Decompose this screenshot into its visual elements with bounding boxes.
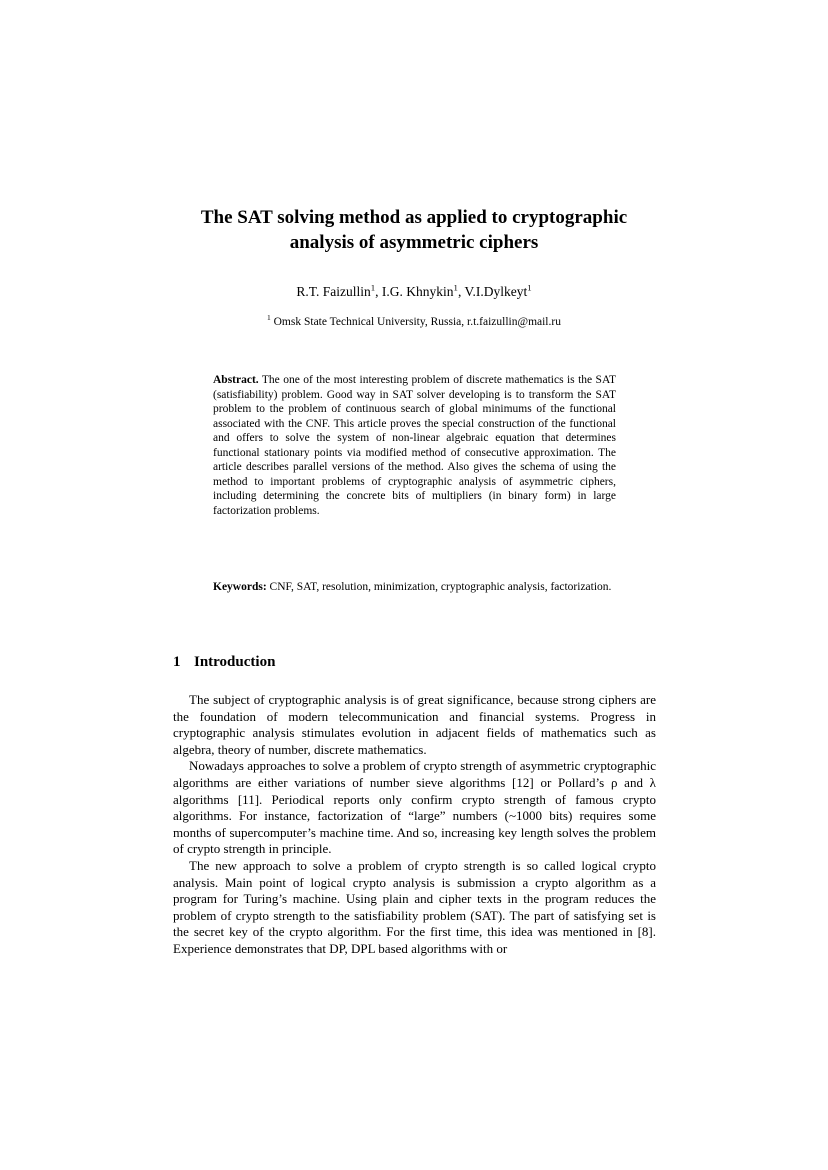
- title-line-1: The SAT solving method as applied to cryptographic: [200, 207, 628, 228]
- paper-title: [150, 205, 678, 255]
- abstract-label: Abstract.: [213, 374, 259, 386]
- author-affiliation-mark: 1: [370, 282, 376, 293]
- keywords-label: Keywords:: [213, 581, 267, 593]
- affiliation-text: Omsk State Technical University, Russia, r.t.faizullin@mail.ru: [270, 316, 561, 328]
- body-paragraph: Nowadays approaches to solve a problem of crypto strength of asymmetric cryptographic algorithms are either variations of number sieve algorithms [12] or Pollard’s ρ and λ algorithms [11]. Periodical reports only confirm crypto strength of famous crypto algorithms. For instance, factorization of “large” numbers (~1000 bits) requires some months of supercomputer’s machine time. And so, increasing key length solves the problem of crypto strength in principle.: [173, 758, 656, 857]
- section-heading: [173, 654, 275, 671]
- section-title: Introduction: [194, 654, 276, 670]
- abstract-text: The one of the most interesting problem of discrete mathematics is the SAT (satisfiability) problem. Good way in SAT solver developing is to transform the SAT problem to the problem of continuous search of global minimums of the functional associated with the CNF. This article proves the special construction of the functional and offers to solve the system of non-linear algebraic equation that determines functional stationary points via modified method of consecutive approximation. The article describes parallel versions of the method. Also gives the schema of using the method to important problems of cryptographic analysis of asymmetric ciphers, including determining the concrete bits of multipliers (in binary form) in large factorization problems.: [213, 374, 616, 517]
- author-affiliation-mark: 1: [453, 282, 458, 293]
- section-number: 1: [173, 654, 181, 670]
- abstract-block: [213, 373, 616, 518]
- author-list: [0, 284, 828, 300]
- keywords-block: [213, 580, 616, 595]
- author-separator: ,: [457, 284, 465, 299]
- section-body: [173, 692, 656, 958]
- author-name: R.T. Faizullin: [296, 284, 371, 299]
- keywords-text: CNF, SAT, resolution, minimization, cryptographic analysis, factorization.: [266, 581, 612, 593]
- affiliation-mark: 1: [267, 313, 271, 323]
- title-line-2: analysis of asymmetric ciphers: [289, 232, 539, 253]
- affiliation: [0, 313, 828, 328]
- author-separator: ,: [375, 284, 382, 299]
- body-paragraph: The new approach to solve a problem of crypto strength is so called logical crypto analysis. Main point of logical crypto analysis is submission a crypto algorithm as a program for Turing’s machine. Using plain and cipher texts in the program reduces the problem of crypto strength to the satisfiability problem (SAT). The part of satisfying set is the secret key of the crypto algorithm. For the first time, this idea was mentioned in [8]. Experience demonstrates that DP, DPL based algorithms with or: [173, 857, 656, 956]
- author-affiliation-mark: 1: [527, 282, 532, 293]
- body-paragraph: The subject of cryptographic analysis is of great significance, because strong ciphers are the foundation of modern telecommunication and financial systems. Progress in cryptographic analysis stimulates evolution in adjacent fields of mathematics such as algebra, theory of number, discrete mathematics.: [173, 692, 656, 757]
- author-name: V.I.Dylkeyt: [464, 284, 528, 299]
- author-name: I.G. Khnykin: [381, 284, 454, 299]
